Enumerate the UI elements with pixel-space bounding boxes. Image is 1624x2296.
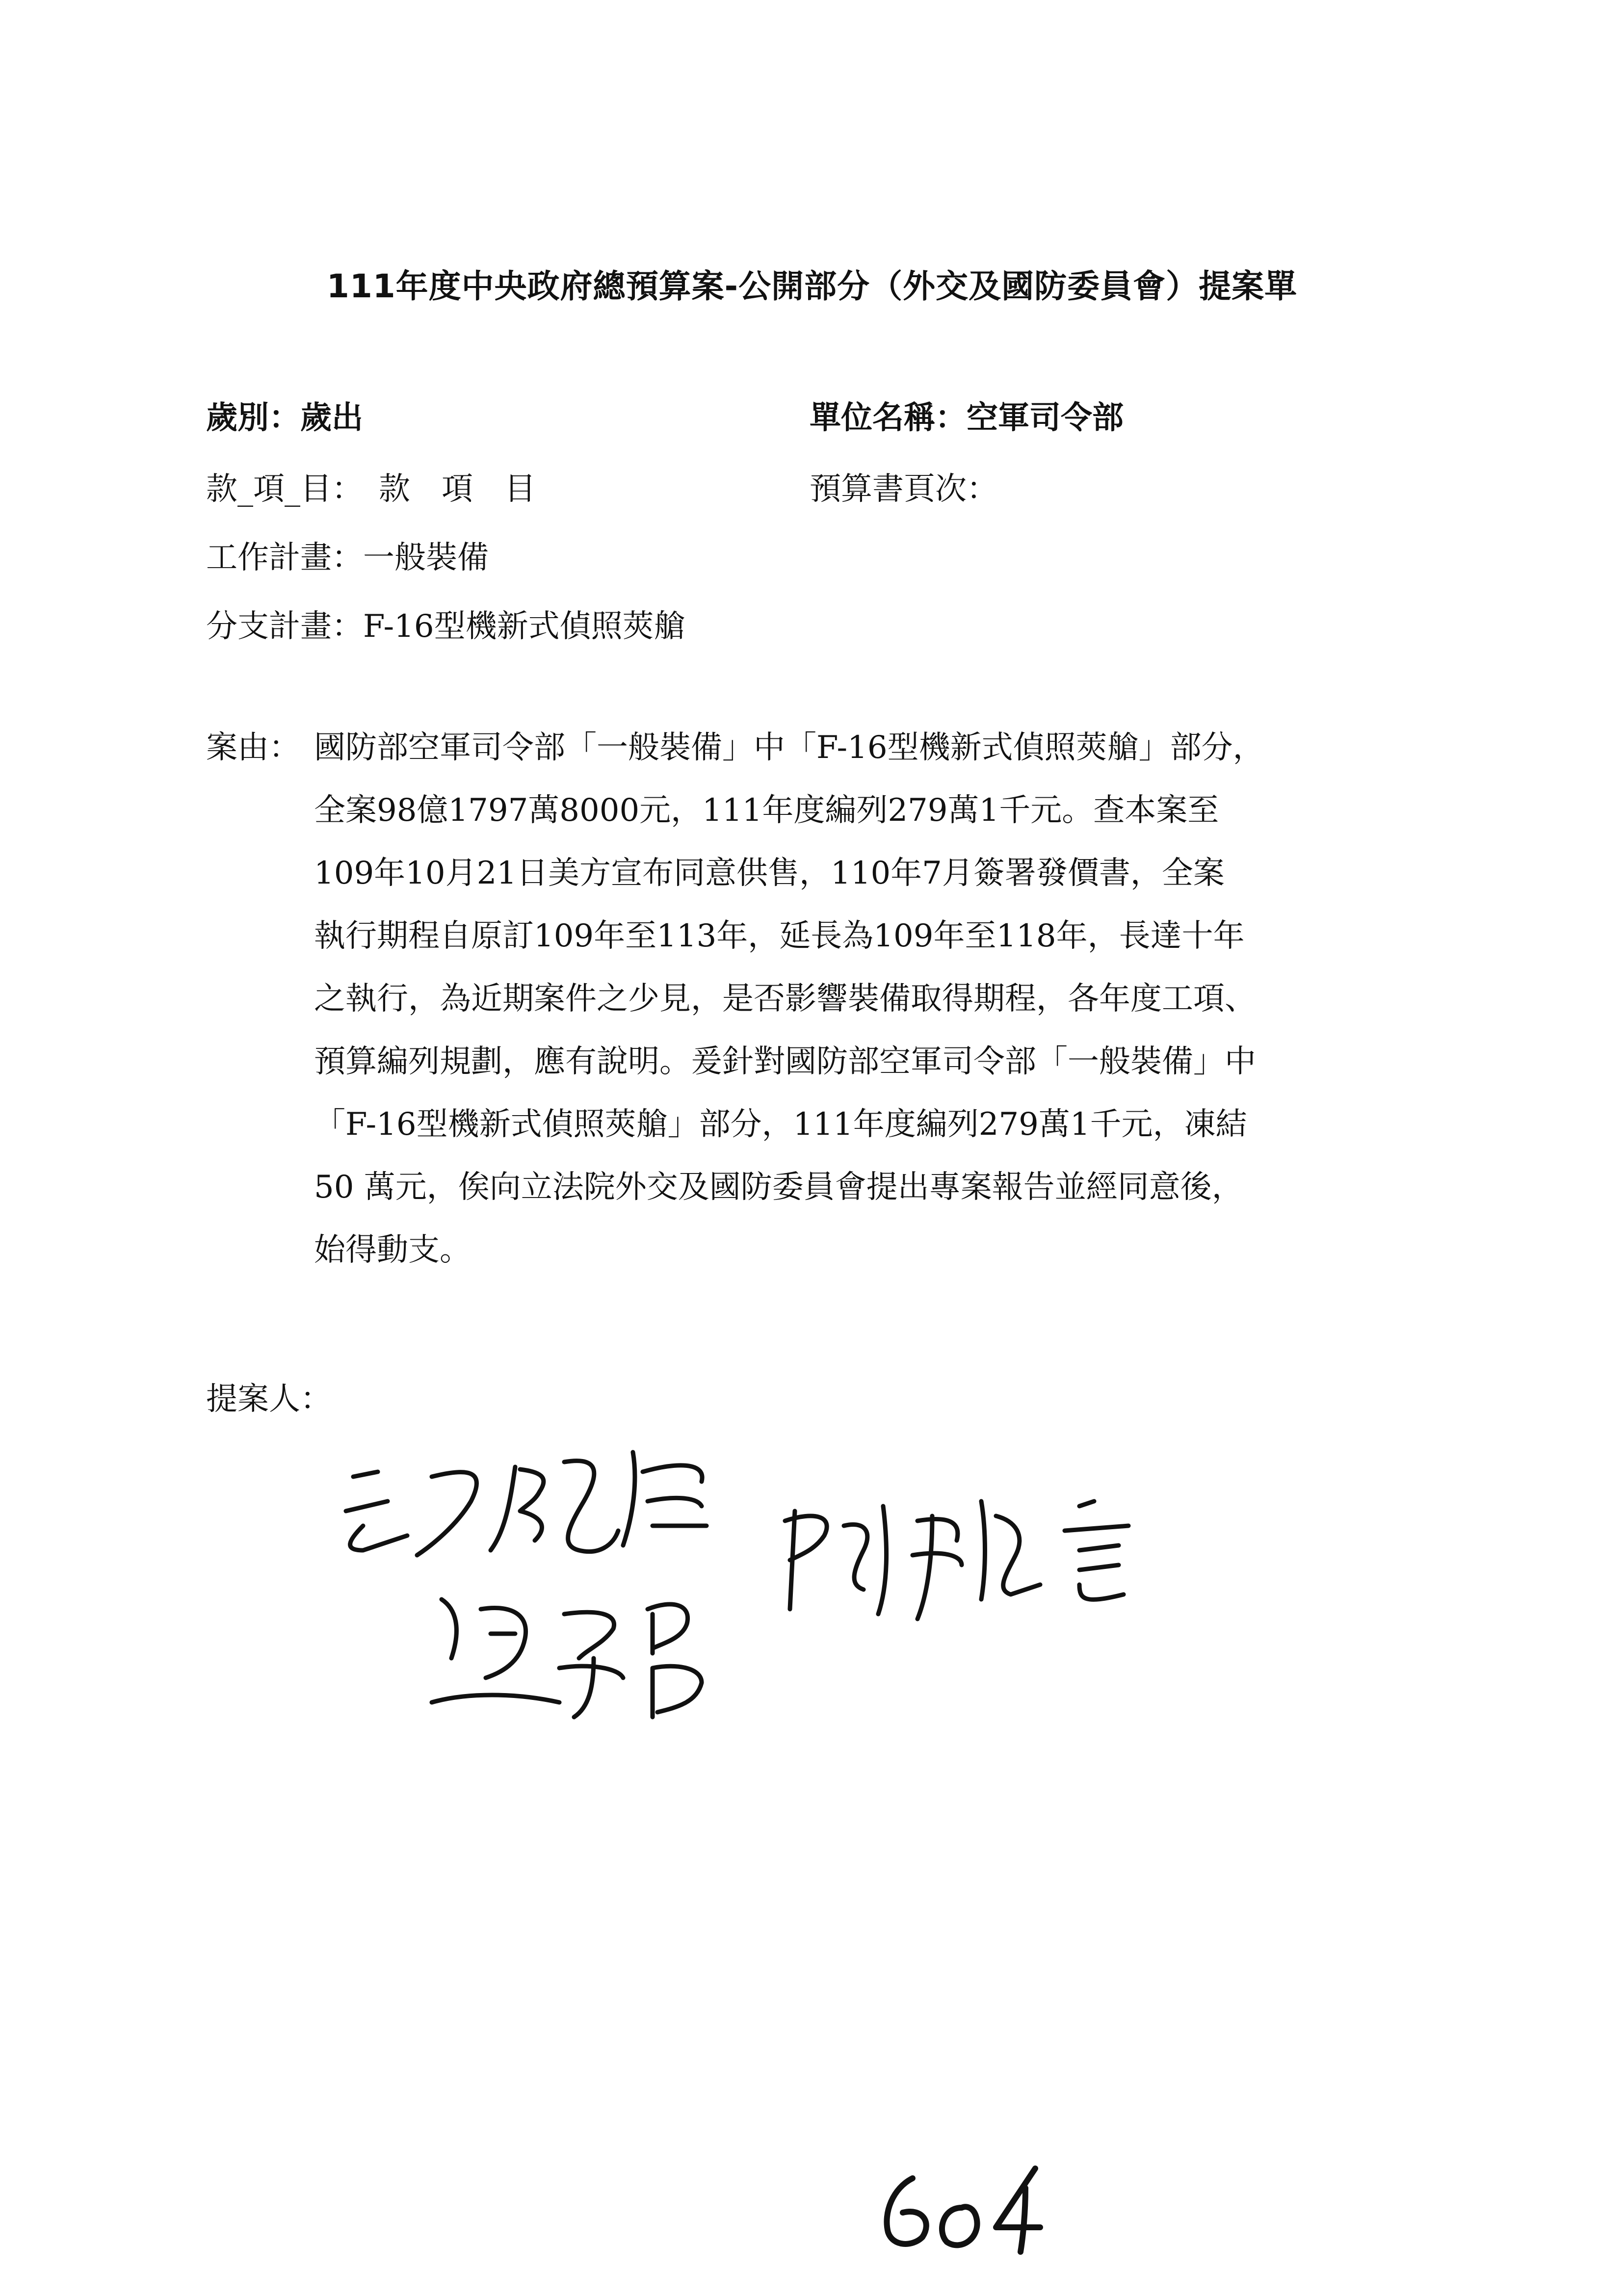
page-title: 111年度中央政府總預算案-公開部分（外交及國防委員會）提案單 bbox=[326, 267, 1298, 305]
reason-line: 執行期程自原訂109年至113年，延長為109年至118年，長達十年 bbox=[314, 918, 1245, 954]
signature-1 bbox=[346, 1452, 707, 1555]
reason-line: 之執行，為近期案件之少見，是否影響裝備取得期程，各年度工項、 bbox=[314, 981, 1256, 1017]
reason-line: 預算編列規劃，應有說明。爰針對國防部空軍司令部「一般裝備」中 bbox=[314, 1044, 1256, 1080]
reason-line: 「F-16型機新式偵照莢艙」部分，111年度編列279萬1千元，凍結 bbox=[314, 1106, 1247, 1143]
budget-page-field: 預算書頁次： bbox=[810, 471, 998, 507]
reason-line: 全案98億1797萬8000元，111年度編列279萬1千元。查本案至 bbox=[314, 792, 1219, 829]
sub-plan-field: 分支計畫：F-16型機新式偵照莢艙 bbox=[206, 608, 685, 645]
page-number-handwritten bbox=[887, 2168, 1040, 2252]
reason-line: 109年10月21日美方宣布同意供售，110年7月簽署發價書，全案 bbox=[314, 855, 1225, 891]
category-field: 歲別：歲出 bbox=[206, 400, 363, 436]
reason-line: 國防部空軍司令部「一般裝備」中「F-16型機新式偵照莢艙」部分， bbox=[314, 730, 1264, 766]
reason-line: 50 萬元，俟向立法院外交及國防委員會提出專案報告並經同意後， bbox=[314, 1169, 1243, 1205]
page-number: 604 bbox=[962, 2248, 971, 2253]
work-plan-field: 工作計畫：一般裝備 bbox=[206, 540, 489, 576]
reason-label: 案由： bbox=[206, 730, 300, 766]
item-field: 款_項_目： 款 項 目 bbox=[206, 471, 536, 507]
reason-line: 始得動支。 bbox=[314, 1232, 471, 1268]
signature-3 bbox=[432, 1599, 702, 1717]
signature-2 bbox=[785, 1501, 1128, 1619]
reason-section bbox=[206, 716, 1492, 1281]
unit-field: 單位名稱：空軍司令部 bbox=[810, 400, 1124, 436]
proposer-label: 提案人： bbox=[206, 1381, 332, 1417]
